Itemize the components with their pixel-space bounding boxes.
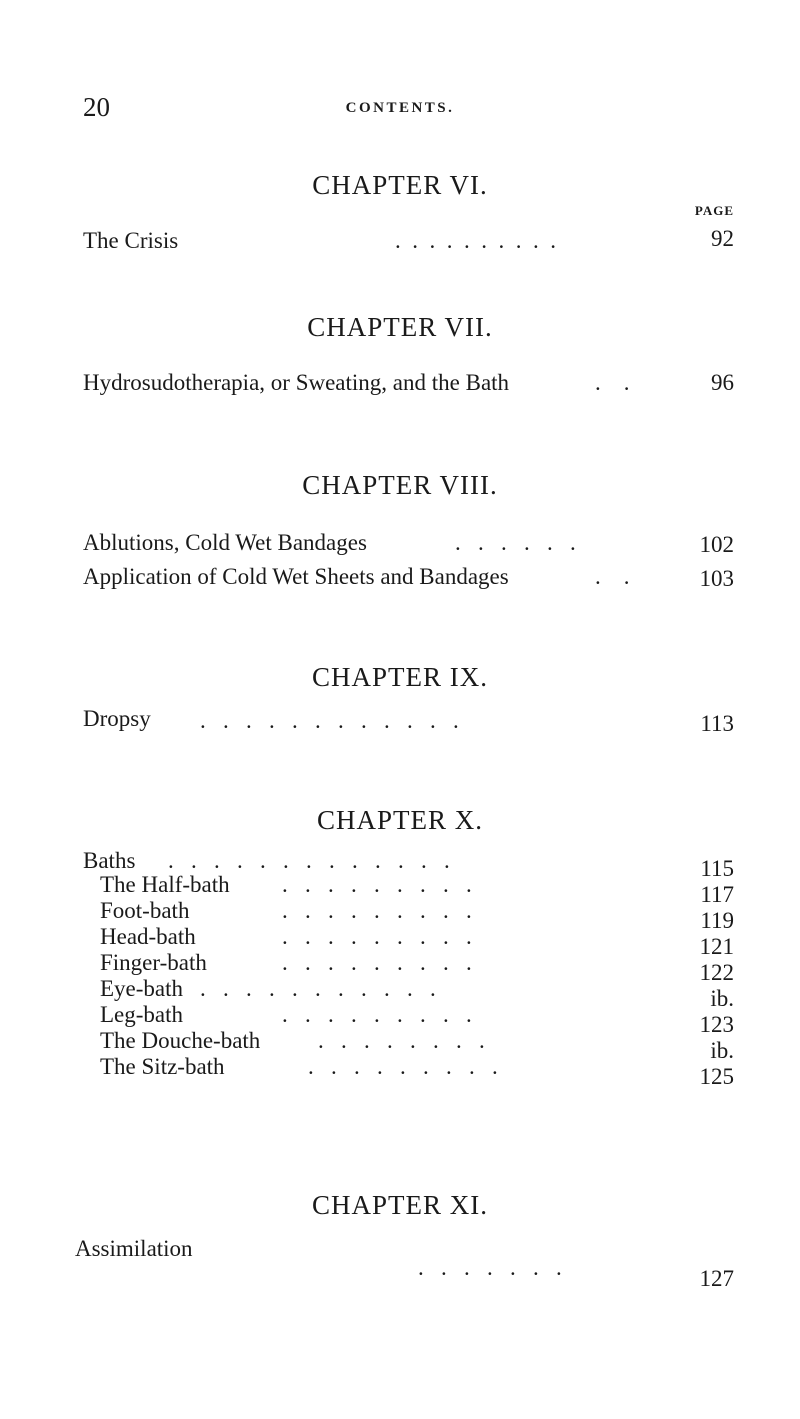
toc-entry-title: Head-bath: [100, 924, 196, 949]
toc-entry-title: Hydrosudotherapia, or Sweating, and the Bath: [83, 370, 510, 395]
leader-dots: . .: [595, 564, 630, 589]
chapter-heading: CHAPTER XI.: [311, 1190, 488, 1220]
chapter-heading: CHAPTER VIII.: [302, 470, 498, 500]
leader-dots: . . . . . . . . .: [282, 872, 472, 897]
leader-dots: . . . . . . . . . . . .: [200, 708, 459, 733]
toc-entry-page: 102: [699, 532, 734, 557]
toc-entry-page: 125: [699, 1064, 734, 1089]
leader-dots: . . . . . . . . .: [282, 950, 472, 975]
toc-entry-title: Finger-bath: [100, 950, 207, 975]
chapter-heading: CHAPTER X.: [316, 805, 483, 835]
toc-entry-title: Leg-bath: [100, 1002, 184, 1027]
toc-entry-title: The Half-bath: [100, 872, 230, 897]
toc-entry-page: ib.: [710, 1038, 734, 1063]
toc-entry-page: 113: [700, 711, 734, 736]
toc-entry-page: 122: [699, 960, 734, 985]
leader-dots: . . . . . . .: [418, 1255, 562, 1280]
toc-entry-page: ib.: [710, 986, 734, 1011]
toc-entry-page: 103: [699, 566, 734, 591]
leader-dots: . . . . . . . . .: [282, 924, 472, 949]
toc-entry-title: The Douche-bath: [100, 1028, 261, 1053]
toc-entry-title: Application of Cold Wet Sheets and Bandages: [83, 564, 509, 589]
toc-entry-page: 123: [699, 1012, 734, 1037]
toc-entry-page: 119: [700, 908, 734, 933]
chapter-heading: CHAPTER IX.: [311, 662, 488, 692]
toc-entry-title: Assimilation: [75, 1236, 193, 1261]
leader-dots: . . . . . . . . . . .: [200, 976, 436, 1001]
toc-entry-page: 96: [711, 370, 734, 395]
leader-dots: . . . . . . . . .: [308, 1054, 498, 1079]
toc-entry-title: Baths: [83, 848, 136, 873]
toc-entry-page: 92: [711, 226, 734, 251]
page-number: 20: [83, 92, 110, 122]
leader-dots: . . . . . .: [455, 530, 576, 555]
running-title: CONTENTS.: [345, 100, 455, 116]
leader-dots: . . . . . . . . . .: [395, 228, 556, 253]
leader-dots: . . . . . . . . .: [282, 898, 472, 923]
toc-entry-page: 115: [700, 856, 734, 881]
toc-entry-title: Dropsy: [83, 706, 151, 731]
leader-dots: . . . . . . . . .: [282, 1002, 472, 1027]
leader-dots: . .: [595, 370, 630, 395]
toc-entry-title: The Sitz-bath: [100, 1054, 225, 1079]
toc-entry-page: 127: [699, 1266, 734, 1291]
toc-entry-title: The Crisis: [83, 228, 179, 253]
leader-dots: . . . . . . . . . . . . .: [168, 848, 450, 873]
leader-dots: . . . . . . . .: [318, 1028, 485, 1053]
chapter-heading: CHAPTER VII.: [307, 312, 493, 342]
chapter-heading: CHAPTER VI.: [312, 170, 488, 200]
toc-entry-page: 121: [699, 934, 734, 959]
toc-entry-page: 117: [700, 882, 734, 907]
page-column-label: PAGE: [694, 203, 734, 218]
toc-entry-title: Ablutions, Cold Wet Bandages: [83, 530, 367, 555]
toc-entry-title: Eye-bath: [100, 976, 184, 1001]
toc-entry-title: Foot-bath: [100, 898, 190, 923]
